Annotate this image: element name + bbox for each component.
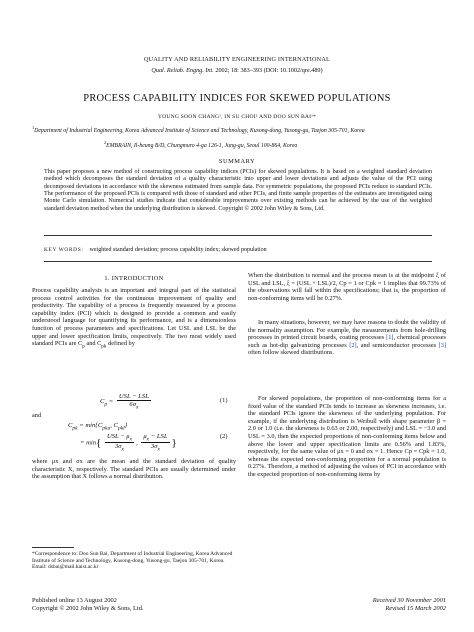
eq2-right-brace: } [171, 436, 177, 449]
equation-2-line-2: = min{ $\frac{USL - \mu_x}{3\sigma_x}$ , $\frac{\mu_x - LSL}{3\sigma_x}$ } [80, 433, 177, 453]
journal-name: QUALITY AND RELIABILITY ENGINEERING INTERNATIONAL [144, 56, 330, 63]
publication-info [32, 597, 242, 613]
intro-paragraph-1-mid: and C [84, 340, 102, 348]
eq1-den-text: 6σ [129, 401, 136, 408]
right-paragraph-2-text-d: often follow skewed distributions. [248, 349, 335, 357]
eq2-denominator-b [141, 443, 169, 452]
affiliation-mark: 2 [104, 140, 107, 145]
eq2-lhs-subscript: pk [72, 425, 78, 432]
section-heading-introduction: 1. INTRODUCTION [104, 275, 164, 282]
eq2-numerator-a [105, 433, 134, 443]
eq2-min-open: = min{C [77, 422, 103, 429]
citation-details: 2002; 18: 383–393 (DOI: 10.1002/qre.489) [213, 67, 323, 74]
eq2-left-brace: { [96, 436, 102, 449]
citation-line [0, 67, 474, 74]
affiliation-mark: 1 [32, 125, 35, 130]
eq2-num-a-text: USL − μ [106, 433, 130, 440]
equation-1-number: (1) [220, 397, 228, 404]
reference-link-3[interactable]: [3] [438, 341, 446, 349]
eq2-den-a-text: 3σ [114, 443, 122, 451]
keywords-line [44, 247, 432, 253]
affiliation-1 [32, 124, 444, 135]
eq2-close: } [124, 422, 128, 429]
equation-1: $C_p$ = $\frac{\text{USL − LSL}}{6\sigma_x}$ [100, 393, 149, 411]
affiliation-text: EMBRAIN, Il-heung B/D, Chungmuro 4-ga 126-1, Jung-gu, Seoul 100-864, Korea [106, 142, 298, 149]
right-paragraph-1: When the distribution is normal and the process mean is at the midpoint ξ of USL and LSL, ξ = (USL + LSL)/2, Cp = 1 or Cpk = 1 implies that 99.73% of the observations will fall within the specifications; that is, the proportion of non-conforming items will be 0.27%. [248, 272, 446, 302]
eq2-numerator-b [141, 433, 169, 443]
right-paragraph-2-text-b: , chemical processes such as hot-dip galvanizing processes [248, 334, 446, 349]
intro-paragraph-1-text: Process capability analysis is an important and integral part of the statistical process control activities for the continuous improvement of quality and productivity. The capability of a process is frequently measured by a process capability index (PCI) which is designed to provide a common and easily understood language for quantifying its performance, and is a dimensionless function of process parameters and specifications. Let USL and LSL be the upper and lower specification limits, respectively. The two most widely used standard PCIs are C [32, 287, 236, 348]
cp-subscript: p [82, 343, 85, 350]
eq1-den-subscript: x [135, 404, 139, 411]
eq2-fraction-a [105, 433, 134, 453]
footnote-rule [32, 547, 74, 548]
equation-2-line-1 [68, 422, 127, 431]
eq2-num-b-rest: − LSL [149, 433, 168, 440]
eq2-den-b-text: 3σ [150, 443, 158, 451]
and-text: and [32, 412, 42, 419]
eq1-denominator [117, 401, 151, 410]
reference-link-1[interactable]: [1] [386, 334, 394, 342]
intro-paragraph-1-end: defined by [106, 340, 135, 348]
eq1-lhs-subscript: p [104, 401, 108, 408]
eq2-comma: , C [110, 422, 118, 429]
summary-text: This paper proposes a new method of constructing process capability indices (PCIs) for skewed populations. It is based on a weighted standard deviation method which decomposes the standard deviation of a quality characteristic into upper and lower deviations and adjusts the value of the PCI using decomposed deviations in accordance with the skewness estimated from sample data. For symmetric populations, the proposed PCIs reduce to standard PCIs. The performance of the proposed PCIs is compared with those of standard and other PCIs, and finite sample properties of the estimates are investigated using Monte Carlo simulation. Numerical studies indicate that considerable improvements over existing methods can be achieved by the use of the weighted standard deviation method when the underlying distribution is skewed. Copyright © 2002 John Wiley & Sons, Ltd. [44, 169, 432, 212]
copyright: Copyright © 2002 John Wiley & Sons, Ltd. [32, 605, 144, 613]
eq2-num-b-text: μ [143, 433, 147, 440]
correspondence-footnote [32, 551, 236, 571]
keywords-heading: KEY WORDS: [44, 247, 84, 253]
eq2-fraction-b [141, 433, 169, 453]
intro-paragraph-2: where μx and σx are the mean and the standard deviation of quality characteristic X, respectively. The standard PCIs are usually determined under the assumption that X follows a normal distribution. [32, 458, 236, 481]
eq2-cpl-subscript: pkl [117, 425, 125, 432]
eq1-lhs: C [100, 398, 105, 406]
eq2-lhs: C [68, 422, 73, 429]
eq1-numerator: USL − LSL [118, 393, 149, 400]
keyword-rule-bottom [44, 261, 432, 262]
footnote-email: Email: dsbai@mail.kaist.ac.kr [32, 564, 99, 571]
summary-heading: SUMMARY [218, 158, 256, 165]
right-paragraph-2-text-c: , and semiconductor processes [356, 341, 439, 349]
affiliation-2 [104, 139, 404, 150]
eq2-num-a-subscript: x [129, 436, 133, 443]
affiliation-text: Department of Industrial Engineering, Korea Advanced Institute of Science and Technology, Kusong-dong, Yusong-gu, Taejon 305-701, Korea [34, 127, 365, 134]
keyword-rule-top [44, 235, 432, 236]
equation-2-number: (2) [220, 433, 228, 440]
eq2-den-a-subscript: x [121, 446, 124, 453]
eq1-fraction [117, 393, 151, 410]
eq2-den-b-subscript: x [157, 446, 160, 453]
received-date: Received 30 November 2001 [372, 597, 446, 604]
reference-link-2[interactable]: [2] [349, 341, 357, 349]
cpk-subscript: pk [101, 343, 107, 350]
eq2-denominator-a [105, 443, 134, 452]
right-paragraph-2 [248, 319, 446, 357]
received-dates [250, 597, 446, 613]
right-paragraph-2-text-a: In many situations, however, we may have reasons to doubt the validity of the normality assumption. For example, the measurements from hole-drilling processes in printed circuit boards, coating processes [248, 319, 446, 342]
right-paragraph-3: For skewed populations, the proportion of non-conforming items for a fixed value of the standard PCIs tends to increase as skewness increases, i.e. the standard PCIs ignore the skewness of the underlying population. For example, if the underlying distribution is Weibull with shape parameter β = 2.0 or 1.0 (i.e. the skewness is 0.63 or 2.00, respectively) and LSL = −3.0 and USL = 3.0, then the expected proportions of non-conforming items below and above the lower and upper specification limits are 0.56% and 1.83%, respectively, for the same value of μx = 0 and σx = 1. Hence Cp = Cpk = 1.0, whereas the expected non-conforming proportion for a normal population is 0.27%. Therefore, a method of adjusting the values of PCI in accordance with the expected proportion of non-conforming items by [248, 395, 446, 478]
paper-title: PROCESS CAPABILITY INDICES FOR SKEWED POPULATIONS [83, 93, 391, 104]
eq2-cpu-subscript: pku [102, 425, 111, 432]
footnote-line: *Correspondence to: Doo Sun Bai, Department of Industrial Engineering, Korea Advanced Institute of Science and Technology, Kusong-dong, Yusong-gu, Taejon 305-701, Korea. [32, 551, 233, 564]
citation-journal: Qual. Reliab. Engng. Int. [151, 67, 214, 74]
revised-date: Revised 15 March 2002 [385, 605, 446, 613]
keywords-text: weighted standard deviation; process capability index; skewed population [89, 247, 267, 253]
eq2-num-b-subscript: x [146, 436, 150, 443]
author-list: YOUNG SOON CHANG¹, IN SU CHOI² AND DOO SUN BAI¹* [157, 114, 317, 120]
intro-paragraph-1 [32, 287, 236, 351]
published-online: Published online 13 August 2002 [32, 597, 117, 604]
